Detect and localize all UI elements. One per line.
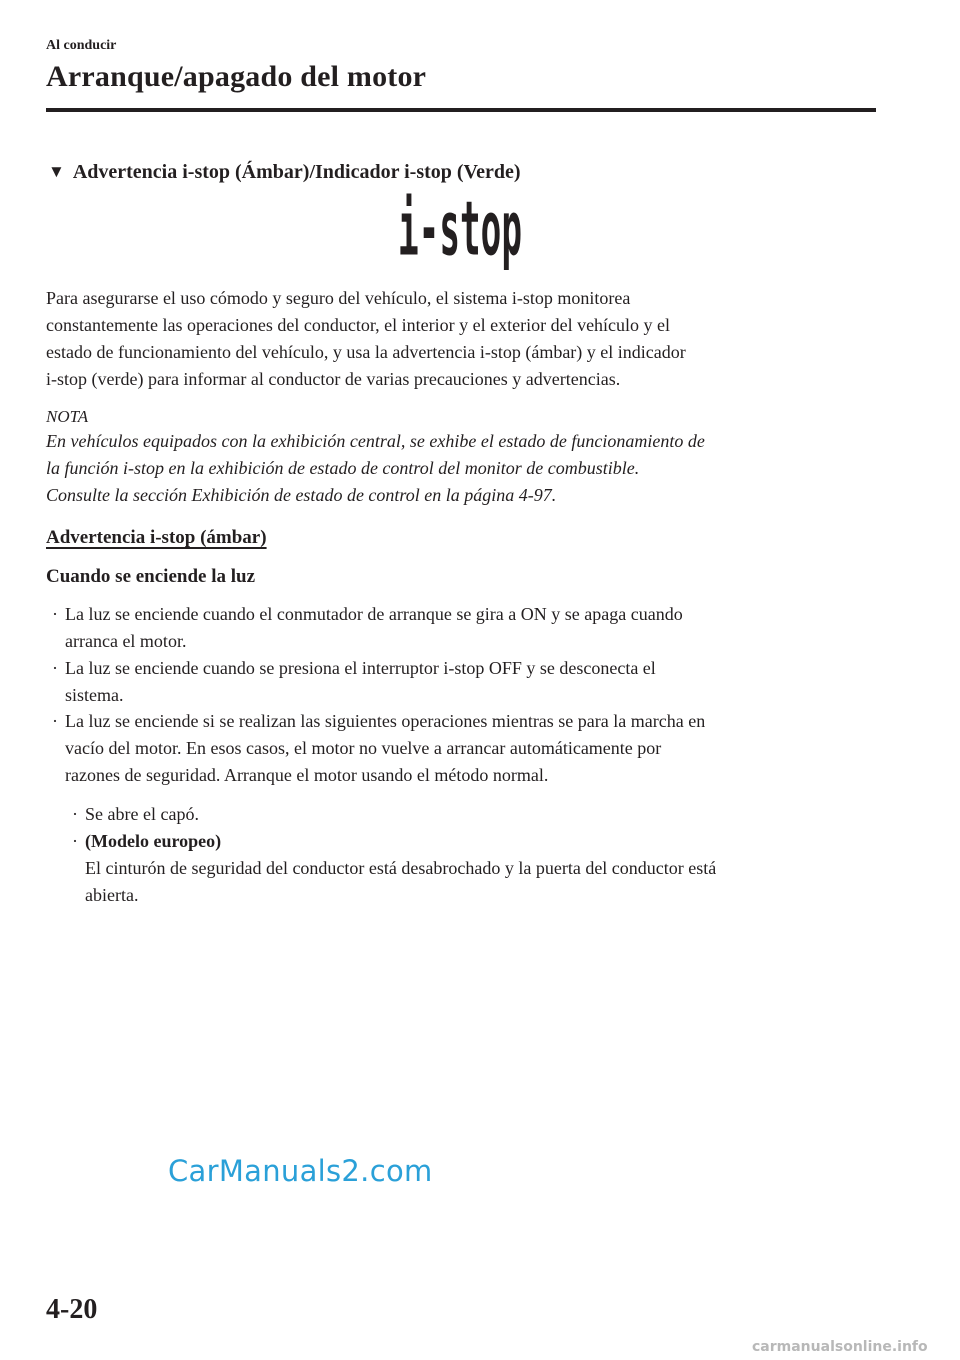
list-item-line: razones de seguridad. Arranque el motor usando el método normal. — [65, 765, 549, 785]
warning-title: Advertencia i-stop (ámbar) — [46, 527, 267, 548]
sub-list-item-heading: (Modelo europeo) — [85, 831, 222, 851]
sub-list-item-line: abierta. — [85, 885, 139, 905]
bullet-dot-icon: · — [72, 831, 78, 851]
paragraph-line: estado de funcionamiento del vehículo, y usa la advertencia i-stop (ámbar) y el indicador — [46, 342, 686, 362]
paragraph-line: i-stop (verde) para informar al conductor de varias precauciones y advertencias. — [46, 369, 621, 389]
page-title: Arranque/apagado del motor — [46, 60, 427, 93]
paragraph-line: Para asegurarse el uso cómodo y seguro del vehículo, el sistema i-stop monitorea — [46, 288, 631, 308]
list-item-line: sistema. — [65, 685, 124, 705]
list-item-line: La luz se enciende cuando el conmutador de arranque se gira a ON y se apaga cuando — [65, 604, 683, 624]
section-heading — [48, 161, 521, 184]
section-heading-text: Advertencia i-stop (Ámbar)/Indicador i-stop (Verde) — [72, 161, 521, 183]
footer-watermark: carmanualsonline.info — [752, 1339, 928, 1355]
warning-subtitle: Cuando se enciende la luz — [46, 566, 256, 587]
list-item-line: La luz se enciende si se realizan las siguientes operaciones mientras se para la marcha en — [65, 711, 706, 731]
page-number: 4-20 — [46, 1294, 98, 1325]
sub-list-item-text: Se abre el capó. — [85, 804, 199, 824]
paragraph-line: constantemente las operaciones del conductor, el interior y el exterior del vehículo y el — [46, 315, 671, 335]
list-item — [52, 655, 656, 709]
sub-list-item — [72, 801, 199, 828]
sub-list-item — [72, 828, 717, 909]
triangle-marker-icon: ▼ — [48, 162, 65, 181]
sub-list-item-line: El cinturón de seguridad del conductor está desabrochado y la puerta del conductor está — [85, 858, 717, 878]
list-item — [52, 708, 706, 789]
note-line: la función i-stop en la exhibición de estado de control del monitor de combustible. — [46, 458, 640, 478]
bullet-dot-icon: · — [52, 658, 58, 678]
note-text — [46, 428, 705, 509]
list-item-line: arranca el motor. — [65, 631, 187, 651]
istop-logo-text: i-stop — [398, 186, 522, 274]
istop-indicator-icon — [395, 186, 525, 282]
title-divider — [46, 108, 876, 112]
bullet-dot-icon: · — [52, 604, 58, 624]
note-label: NOTA — [46, 407, 89, 426]
list-item — [52, 601, 683, 655]
bullet-dot-icon: · — [52, 711, 58, 731]
bullet-dot-icon: · — [72, 804, 78, 824]
list-item-line: La luz se enciende cuando se presiona el interruptor i-stop OFF y se desconecta el — [65, 658, 656, 678]
chapter-label: Al conducir — [46, 38, 117, 53]
list-item-line: vacío del motor. En esos casos, el motor no vuelve a arrancar automáticamente por — [65, 738, 662, 758]
watermark-link[interactable]: CarManuals2.com — [168, 1154, 433, 1188]
intro-paragraph — [46, 285, 876, 393]
note-line: Consulte la sección Exhibición de estado de control en la página 4-97. — [46, 485, 557, 505]
note-line: En vehículos equipados con la exhibición central, se exhibe el estado de funcionamiento de — [46, 431, 705, 451]
